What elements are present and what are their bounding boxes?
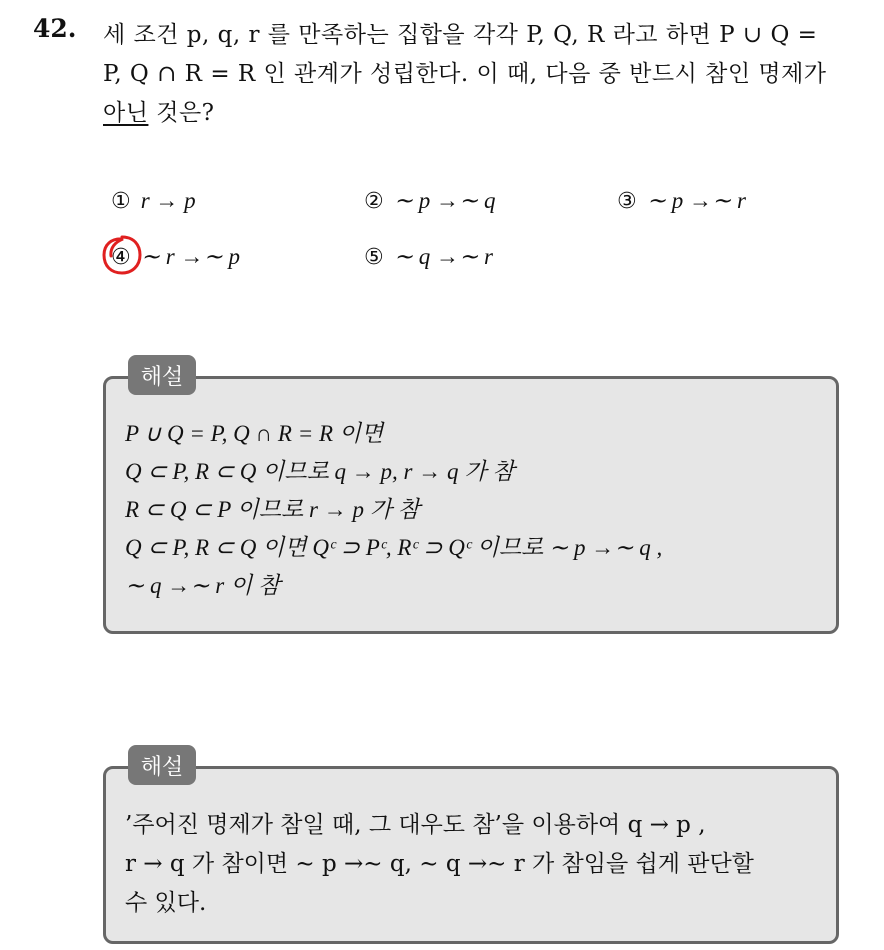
- explanation-tag-2: 해설: [128, 745, 196, 785]
- choice-2-number: ②: [364, 189, 384, 214]
- choice-4-number: ④: [111, 245, 131, 270]
- question-number: 42.: [33, 14, 77, 43]
- choice-3-expression: ∼ p →∼ r: [646, 188, 746, 213]
- choice-2-expression: ∼ p →∼ q: [393, 188, 496, 213]
- choice-1-expression: r → p: [140, 188, 196, 213]
- explanation-tag-1: 해설: [128, 355, 196, 395]
- explanation-1-line-4: Q ⊂ P, R ⊂ Q 이면 Qᶜ ⊃ Pᶜ, Rᶜ ⊃ Qᶜ 이므로 ∼ p →∼ q ,: [125, 535, 663, 560]
- explanation-2-line-3: 수 있다.: [125, 890, 207, 916]
- choice-3[interactable]: [617, 188, 746, 214]
- underlined-word: 아닌: [103, 100, 149, 126]
- explanation-1-line-5: ∼ q →∼ r 이 참: [125, 573, 281, 598]
- explanation-1-line-3: R ⊂ Q ⊂ P 이므로 r → p 가 참: [125, 497, 420, 522]
- explanation-2-line-1: ’주어진 명제가 참일 때, 그 대우도 참’을 이용하여 q → p ,: [125, 812, 706, 838]
- question-text-line-1: 세 조건 p, q, r 를 만족하는 집합을 각각 P, Q, R 라고 하면 P ∪ Q =: [103, 22, 818, 48]
- question-text-line-3: [103, 94, 215, 127]
- choice-4-expression: ∼ r →∼ p: [140, 244, 240, 269]
- choice-2[interactable]: [364, 188, 496, 214]
- choice-5[interactable]: [364, 244, 493, 270]
- question-text-line-3-rest: 것은?: [148, 100, 215, 126]
- explanation-2-line-2: r → q 가 참이면 ∼ p →∼ q, ∼ q →∼ r 가 참임을 쉽게 판단할: [125, 851, 754, 877]
- choice-1[interactable]: [111, 188, 196, 214]
- choice-5-number: ⑤: [364, 245, 384, 270]
- explanation-1-line-1: P ∪ Q = P, Q ∩ R = R 이면: [125, 421, 384, 446]
- choice-1-number: ①: [111, 189, 131, 214]
- choice-3-number: ③: [617, 189, 637, 214]
- choice-5-expression: ∼ q →∼ r: [393, 244, 493, 269]
- answer-circle-mark: [101, 234, 143, 276]
- explanation-1-line-2: Q ⊂ P, R ⊂ Q 이므로 q → p, r → q 가 참: [125, 459, 515, 484]
- question-text-line-2: P, Q ∩ R = R 인 관계가 성립한다. 이 때, 다음 중 반드시 참인 명제가: [103, 61, 827, 87]
